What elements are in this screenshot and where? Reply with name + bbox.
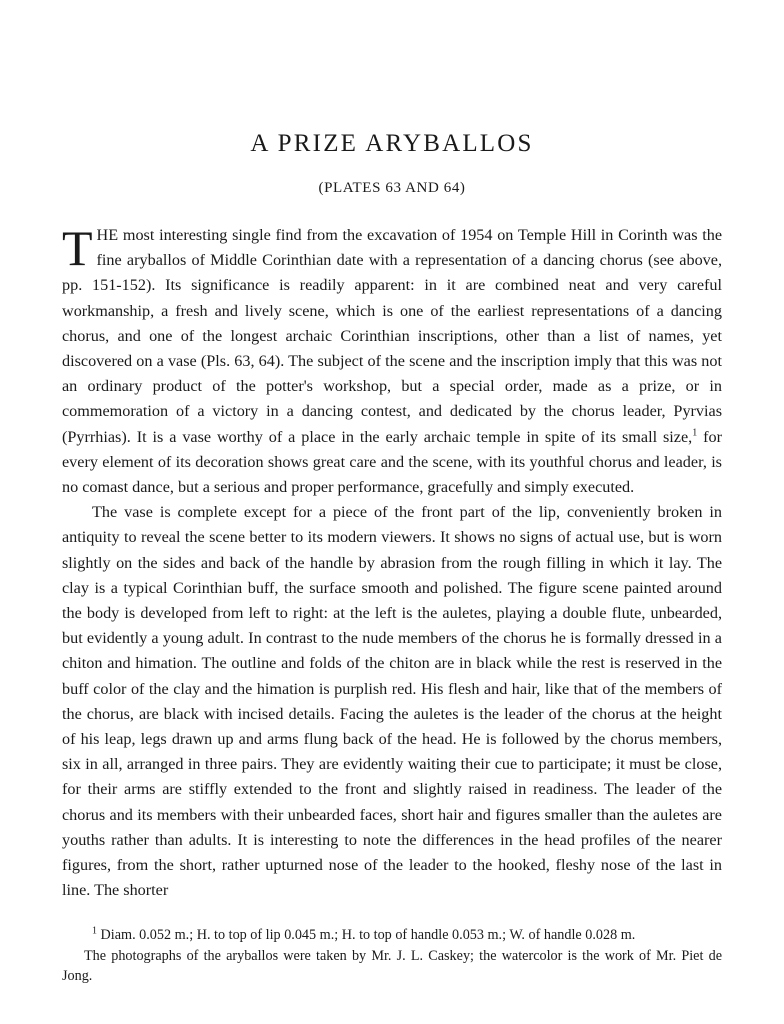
footnote-1-text: Diam. 0.052 m.; H. to top of lip 0.045 m.; H. to top of handle 0.053 m.; W. of handle 0.028 m.: [100, 927, 636, 944]
paragraph-1: [62, 220, 722, 500]
article-body: [62, 220, 722, 903]
paragraph-1-text: HE most interesting single find from the excavation of 1954 on Temple Hill in Corinth was the fine aryballos of Middle Corinthian date with a representation of a dancing chorus (see above, pp. 151-152). Its significance is readily apparent: in it are combined neat and very careful workmanship, a fresh and lively scene, which is one of the earliest representations of a dancing chorus, and one of the longest archaic Corinthian inscriptions, other than a list of names, yet discovered on a vase (Pls. 63, 64). The subject of the scene and the inscription imply that this was not an ordinary product of the potter's workshop, but a special order, made as a prize, or in commemoration of a victory in a dancing contest, and dedicated by the chorus leader, Pyrvias (Pyrrhias). It is a vase worthy of a place in the early archaic temple in spite of its small size,: [62, 226, 722, 446]
footnote-2-text: The photographs of the aryballos were taken by Mr. J. L. Caskey; the watercolor is the work of Mr. Piet de Jong.: [62, 947, 722, 985]
paragraph-2: The vase is complete except for a piece of the front part of the lip, conveniently broken in antiquity to reveal the scene better to its modern viewers. It shows no signs of actual use, but is worn slightly on the sides and back of the handle by abrasion from the rough filling in which it lay. The clay is a typical Corinthian buff, the surface smooth and polished. The figure scene painted around the body is developed from left to right: at the left is the auletes, playing a double flute, unbearded, but evidently a young adult. In contrast to the nude members of the chorus he is formally dressed in a chiton and himation. The outline and folds of the chiton are in black while the rest is reserved in the buff color of the clay and the himation is purplish red. His flesh and hair, like that of the members of the chorus, are black with incised details. Facing the auletes is the leader of the chorus at the height of his leap, legs drawn up and arms flung back of the head. He is followed by the chorus members, six in all, arranged in three pairs. They are evidently waiting their cue to participate; it must be close, for their arms are stiffly extended to the front and slightly raised in readiness. The leader of the chorus and its members with their unbearded faces, short hair and figures smaller than the auletes are youths rather than adults. It is interesting to note the differences in the head profiles of the nearer figures, from the short, rather upturned nose of the leader to the hooked, fleshy nose of the last in line. The shorter: [62, 503, 722, 900]
plates-caption: [62, 180, 722, 197]
footnote-ref-1[interactable]: 1: [692, 427, 698, 439]
footnote-1-marker: 1: [92, 925, 97, 937]
drop-cap: T: [62, 220, 93, 276]
page-title: A PRIZE ARYBALLOS: [250, 130, 534, 157]
footnote-1: [62, 925, 722, 946]
plates-caption-text: (PLATES 63 AND 64): [318, 180, 466, 196]
paragraph-1-continued: for every element of its decoration shows great care and the scene, with its youthful chorus and leader, is no comast dance, but a serious and proper performance, gracefully and simply executed.: [62, 427, 722, 497]
footnotes: [62, 925, 722, 987]
footnote-2: [62, 946, 722, 987]
